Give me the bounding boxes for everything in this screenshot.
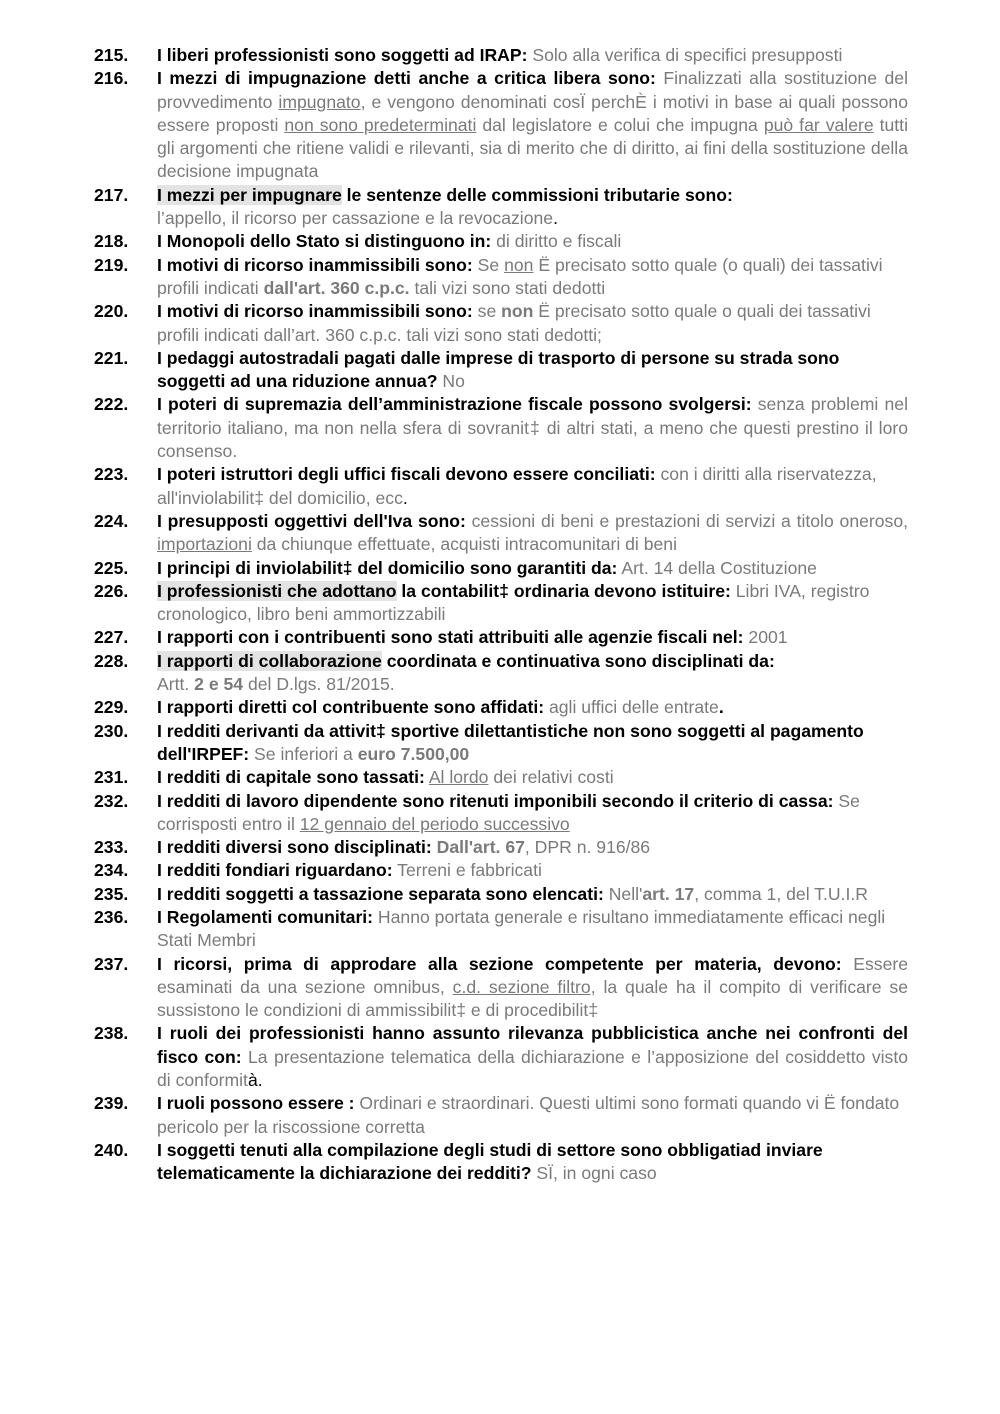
answer: Hanno portata generale e risultano immediatamente efficaci negli Stati Membri <box>157 906 886 951</box>
answer: l’appello, il ricorso per cassazione e la revocazione <box>157 208 554 229</box>
item-number: 224. <box>94 510 129 531</box>
list-item-219 <box>94 254 908 301</box>
list-item-236 <box>94 906 908 953</box>
list-item-215 <box>94 44 908 67</box>
answer: Ë precisato sotto quale o quali dei tassativi profili indicati dall’art. 360 c.p.c. tali vizi sono stati dedotti; <box>157 301 871 345</box>
item-number: 228. <box>94 650 129 671</box>
item-number: 227. <box>94 627 129 648</box>
answer: Solo alla verifica di specifici presupposti <box>527 45 843 65</box>
question: coordinata e continuativa sono disciplinati da: <box>381 650 775 671</box>
answer: con i diritti alla riservatezza, all'inviolabilit‡ del domicilio, ecc <box>157 464 877 508</box>
answer: La presentazione telematica della dichiarazione e l’apposizione del cosiddetto visto di conformit <box>157 1046 908 1091</box>
item-text <box>157 836 908 859</box>
item-number: 236. <box>94 906 129 927</box>
item-number: 223. <box>94 464 129 485</box>
list-item-222 <box>94 393 908 463</box>
item-number: 219. <box>94 254 129 275</box>
list-item-217 <box>94 184 908 231</box>
item-number: 234. <box>94 860 129 881</box>
item-number: 229. <box>94 697 129 718</box>
answer-underlined: non sono predeterminati <box>284 114 477 135</box>
answer: senza problemi nel territorio italiano, ma non nella sfera di sovranit‡ di altri stati, a meno che questi prestino il loro consenso. <box>157 394 908 462</box>
answer-bold: art. 17 <box>642 883 695 904</box>
list-item-231 <box>94 766 908 789</box>
list-item-237 <box>94 953 908 1023</box>
answer-underlined: importazioni <box>157 534 252 555</box>
question: I redditi diversi sono disciplinati: <box>157 837 432 858</box>
item-text <box>157 300 908 347</box>
item-number: 218. <box>94 231 129 252</box>
question: I redditi di lavoro dipendente sono ritenuti imponibili secondo il criterio di cassa: <box>157 790 834 811</box>
item-text <box>157 626 908 649</box>
question: I ruoli possono essere : <box>157 1093 355 1114</box>
answer-bold: euro 7.500,00 <box>357 743 470 764</box>
answer: cessioni di beni e prestazioni di servizi a titolo oneroso, <box>465 510 909 531</box>
item-text <box>157 953 908 1023</box>
list-item-220 <box>94 300 908 347</box>
item-text <box>157 230 908 253</box>
list-item-229 <box>94 696 908 719</box>
answer-bold: 2 e 54 <box>194 674 244 695</box>
item-text <box>157 1092 908 1139</box>
question: I principi di inviolabilit‡ del domicilio sono garantiti da: <box>157 557 618 578</box>
question: I soggetti tenuti alla compilazione degli studi di settore sono obbligatiad inviare telematicamente la dichiarazione dei redditi? <box>157 1139 823 1184</box>
answer-underlined: 12 gennaio del periodo successivo <box>299 813 570 834</box>
list-item-218 <box>94 230 908 253</box>
question: I Monopoli dello Stato si distinguono in: <box>157 231 492 252</box>
question: I motivi di ricorso inammissibili sono: <box>157 301 473 322</box>
answer-bold: Dall'art. 67 <box>431 837 525 858</box>
list-item-225 <box>94 557 908 580</box>
answer: se <box>472 301 502 322</box>
question: I poteri di supremazia dell’amministrazione fiscale possono svolgersi: <box>157 394 752 415</box>
item-text <box>157 463 908 510</box>
answer: , e vengono denominati cosÏ perchÈ i motivi in base ai quali possono essere proposti <box>157 91 908 135</box>
answer: Terreni e fabbricati <box>392 860 542 881</box>
item-number: 226. <box>94 580 129 601</box>
item-text <box>157 906 908 953</box>
answer: dal legislatore e colui che impugna <box>476 114 764 135</box>
answer: 2001 <box>743 627 788 648</box>
item-text <box>157 557 908 580</box>
answer: Finalizzati alla sostituzione del provvedimento <box>157 68 908 112</box>
answer-end: à. <box>247 1070 263 1091</box>
question: la contabilit‡ ordinaria devono istituire: <box>396 580 731 601</box>
item-number: 237. <box>94 953 129 974</box>
question: I redditi fondiari riguardano: <box>157 860 393 881</box>
answer-underlined: Al lordo <box>428 767 489 788</box>
item-number: 235. <box>94 883 129 904</box>
list-item-234 <box>94 859 908 882</box>
question-highlighted: I professionisti che adottano <box>157 580 397 601</box>
item-number: 239. <box>94 1093 129 1114</box>
list-item-227 <box>94 626 908 649</box>
qa-list <box>94 44 908 1186</box>
item-number: 215. <box>94 45 129 65</box>
answer: dei relativi costi <box>488 767 614 788</box>
list-item-238 <box>94 1022 908 1092</box>
list-item-226 <box>94 580 908 627</box>
answer: tutti gli argomenti che ritiene validi e rilevanti, sia di merito che di diritto, ai fini della sostituzione della decisione impugnata <box>157 114 908 182</box>
question: I mezzi di impugnazione detti anche a critica libera sono: <box>157 68 656 89</box>
answer: Nell' <box>603 883 643 904</box>
item-text <box>157 184 908 231</box>
question: I presupposti oggettivi dell'Iva sono: <box>157 510 466 531</box>
answer: Art. 14 della Costituzione <box>617 557 817 578</box>
item-text <box>157 1139 908 1186</box>
item-number: 233. <box>94 837 129 858</box>
question: le sentenze delle commissioni tributarie sono: <box>341 184 733 205</box>
question: I redditi derivanti da attivit‡ sportive dilettantistiche non sono soggetti al pagamento dell'IRPEF: <box>157 720 864 764</box>
answer-period: . <box>553 208 558 229</box>
answer-bold: dall'art. 360 c.p.c. <box>263 277 410 298</box>
answer: , la quale ha il compito di verificare se sussistono le condizioni di ammissibilit‡ e di procedibilit‡ <box>157 976 909 1021</box>
list-item-216 <box>94 67 908 183</box>
question: I Regolamenti comunitari: <box>157 906 374 927</box>
item-number: 216. <box>94 68 129 89</box>
question-colon: : <box>521 45 528 65</box>
answer-underlined: può far valere <box>763 114 874 135</box>
question: I pedaggi autostradali pagati dalle imprese di trasporto di persone su strada sono soggetti ad una riduzione annua? <box>157 347 840 392</box>
answer: , DPR n. 916/86 <box>524 837 651 858</box>
question: I rapporti con i contribuenti sono stati attribuiti alle agenzie fiscali nel: <box>157 627 744 648</box>
question: I motivi di ricorso inammissibili sono: <box>157 254 473 275</box>
item-number: 238. <box>94 1023 129 1044</box>
list-item-239 <box>94 1092 908 1139</box>
list-item-232 <box>94 790 908 837</box>
answer: Se corrisposti entro il <box>157 790 860 834</box>
list-item-221 <box>94 347 908 394</box>
list-item-228 <box>94 650 908 697</box>
item-number: 230. <box>94 720 129 741</box>
item-text <box>157 393 908 463</box>
item-text <box>157 696 908 719</box>
list-item-240 <box>94 1139 908 1186</box>
item-text <box>157 766 908 789</box>
item-number: 240. <box>94 1139 129 1160</box>
item-text <box>157 510 908 557</box>
item-number: 222. <box>94 394 129 415</box>
item-text <box>157 650 908 697</box>
item-number: 217. <box>94 184 129 205</box>
item-text <box>157 859 908 882</box>
answer-underlined: impugnato <box>278 91 361 112</box>
item-text <box>157 790 908 837</box>
question: I rapporti diretti col contribuente sono affidati: <box>157 697 545 718</box>
list-item-230 <box>94 720 908 767</box>
item-number: 220. <box>94 301 129 322</box>
answer-period: . <box>718 697 724 718</box>
question: I ruoli dei professionisti hanno assunto rilevanza pubblicistica anche nei confronti del fisco con: <box>157 1023 908 1067</box>
item-number: 231. <box>94 767 129 788</box>
item-text <box>157 44 908 67</box>
answer-period: . <box>402 487 408 508</box>
answer: Se inferiori a <box>249 743 358 764</box>
answer: Artt. <box>157 674 195 695</box>
answer: No <box>437 371 465 392</box>
item-number: 232. <box>94 790 129 811</box>
item-text <box>157 347 908 394</box>
list-item-224 <box>94 510 908 557</box>
question: I liberi professionisti sono soggetti ad IRAP <box>157 45 522 65</box>
item-text <box>157 67 908 183</box>
item-text <box>157 580 908 627</box>
answer: agli uffici delle entrate <box>544 697 719 718</box>
answer: Ë precisato sotto quale (o quali) dei tassativi profili indicati <box>157 254 883 298</box>
question-highlighted: I rapporti di collaborazione <box>157 650 382 671</box>
question: I redditi soggetti a tassazione separata sono elencati: <box>157 883 604 904</box>
question: I poteri istruttori degli uffici fiscali devono essere conciliati: <box>157 464 656 485</box>
list-item-223 <box>94 463 908 510</box>
answer: Libri IVA, registro cronologico, libro beni ammortizzabili <box>157 580 870 625</box>
item-text <box>157 883 908 906</box>
question-highlighted: I mezzi per impugnare <box>157 184 342 205</box>
question: I redditi di capitale sono tassati: <box>157 767 425 788</box>
item-number: 221. <box>94 347 129 368</box>
answer: , comma 1, del T.U.I.R <box>694 883 868 904</box>
answer: Ordinari e straordinari. Questi ultimi sono formati quando vi Ë fondato pericolo per la riscossione corretta <box>157 1093 900 1137</box>
answer: Essere esaminati da una sezione omnibus, <box>157 953 908 997</box>
list-item-233 <box>94 836 908 859</box>
item-number: 225. <box>94 557 129 578</box>
answer-bold: non <box>501 301 534 322</box>
list-item-235 <box>94 883 908 906</box>
answer: Se <box>472 254 505 275</box>
answer: di diritto e fiscali <box>491 231 622 252</box>
answer: del D.lgs. 81/2015. <box>243 674 395 695</box>
item-text <box>157 1022 908 1092</box>
answer: SÏ, in ogni caso <box>531 1163 657 1184</box>
answer-underlined: c.d. sezione filtro <box>452 976 591 997</box>
answer: da chiunque effettuate, acquisti intracomunitari di beni <box>251 534 677 555</box>
answer: tali vizi sono stati dedotti <box>409 277 606 298</box>
item-text <box>157 720 908 767</box>
question: I ricorsi, prima di approdare alla sezione competente per materia, devono: <box>157 953 842 974</box>
item-text <box>157 254 908 301</box>
answer-underlined: non <box>504 254 534 275</box>
